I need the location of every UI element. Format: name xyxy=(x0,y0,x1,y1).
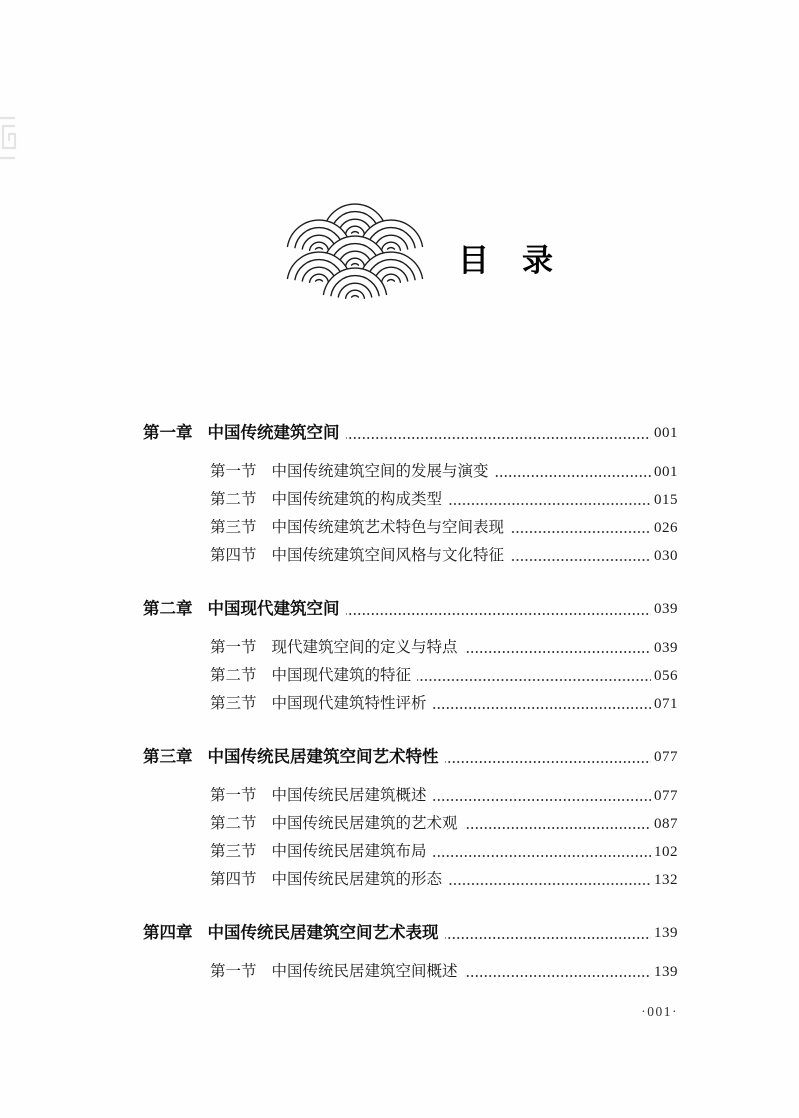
dot-leader xyxy=(448,883,651,885)
chapter-page-number: 077 xyxy=(654,749,678,765)
section-page-number: 039 xyxy=(654,640,678,656)
chapter-label: 第二章 xyxy=(143,600,193,618)
chapter-title: 中国传统建筑空间 xyxy=(207,424,340,442)
section-title: 中国传统建筑空间的发展与演变 xyxy=(271,463,489,480)
dot-leader xyxy=(433,799,651,801)
dot-leader xyxy=(448,503,651,505)
greek-key-fret-icon xyxy=(0,112,20,164)
toc-section-row xyxy=(143,463,678,481)
seigaiha-cloud-icon xyxy=(280,196,430,318)
toc-chapter-row xyxy=(143,599,678,619)
section-page-number: 026 xyxy=(654,520,678,536)
toc xyxy=(143,423,678,981)
chapter-page-number: 001 xyxy=(654,425,678,441)
section-page-number: 132 xyxy=(654,872,678,888)
section-label: 第二节 xyxy=(210,491,257,508)
dot-leader xyxy=(445,761,652,763)
section-title: 中国现代建筑特性评析 xyxy=(271,695,427,712)
section-label: 第一节 xyxy=(210,787,257,804)
dot-leader xyxy=(464,651,651,653)
chapter-title: 中国现代建筑空间 xyxy=(207,600,340,618)
toc-section-row xyxy=(143,491,678,509)
section-label: 第一节 xyxy=(210,639,257,656)
chapter-page-number: 139 xyxy=(654,925,678,941)
chapter-title: 中国传统民居建筑空间艺术特性 xyxy=(207,748,439,766)
section-page-number: 071 xyxy=(654,696,678,712)
section-label: 第三节 xyxy=(210,695,257,712)
section-title: 中国传统建筑艺术特色与空间表现 xyxy=(271,519,505,536)
section-title: 中国传统民居建筑概述 xyxy=(271,787,427,804)
dot-leader xyxy=(433,855,651,857)
toc-section-row xyxy=(143,639,678,657)
dot-leader xyxy=(464,827,651,829)
dot-leader xyxy=(445,937,652,939)
section-page-number: 087 xyxy=(654,816,678,832)
section-title: 中国传统建筑空间风格与文化特征 xyxy=(271,547,505,564)
section-label: 第三节 xyxy=(210,519,257,536)
section-title: 中国传统建筑的构成类型 xyxy=(271,491,443,508)
toc-section-row xyxy=(143,667,678,685)
dot-leader xyxy=(346,437,652,439)
section-title: 中国传统民居建筑的形态 xyxy=(271,871,443,888)
toc-section-row xyxy=(143,547,678,565)
chapter-label: 第四章 xyxy=(143,924,193,942)
toc-section-row xyxy=(143,843,678,861)
section-page-number: 139 xyxy=(654,964,678,980)
section-label: 第四节 xyxy=(210,871,257,888)
section-title: 中国传统民居建筑空间概述 xyxy=(271,963,458,980)
section-label: 第一节 xyxy=(210,963,257,980)
dot-leader xyxy=(346,613,652,615)
section-page-number: 102 xyxy=(654,844,678,860)
toc-chapter-row xyxy=(143,747,678,767)
page-title: 目 录 xyxy=(458,242,554,278)
toc-chapter-row xyxy=(143,423,678,443)
section-title: 中国现代建筑的特征 xyxy=(271,667,412,684)
section-page-number: 030 xyxy=(654,548,678,564)
dot-leader xyxy=(417,679,651,681)
folio-page-number: ·001· xyxy=(641,1004,678,1019)
section-page-number: 001 xyxy=(654,464,678,480)
chapter-page-number: 039 xyxy=(654,601,678,617)
section-label: 第四节 xyxy=(210,547,257,564)
toc-section-row xyxy=(143,519,678,537)
dot-leader xyxy=(433,707,651,709)
section-page-number: 015 xyxy=(654,492,678,508)
toc-header xyxy=(280,196,554,318)
dot-leader xyxy=(510,531,651,533)
toc-chapter-row xyxy=(143,923,678,943)
toc-section-row xyxy=(143,787,678,805)
section-label: 第一节 xyxy=(210,463,257,480)
toc-section-row xyxy=(143,815,678,833)
chapter-title: 中国传统民居建筑空间艺术表现 xyxy=(207,924,439,942)
toc-section-row xyxy=(143,871,678,889)
dot-leader xyxy=(510,559,651,561)
section-label: 第二节 xyxy=(210,667,257,684)
section-label: 第二节 xyxy=(210,815,257,832)
section-page-number: 056 xyxy=(654,668,678,684)
section-title: 中国传统民居建筑布局 xyxy=(271,843,427,860)
chapter-label: 第三章 xyxy=(143,748,193,766)
section-title: 中国传统民居建筑的艺术观 xyxy=(271,815,458,832)
toc-section-row xyxy=(143,695,678,713)
dot-leader xyxy=(464,975,651,977)
dot-leader xyxy=(495,475,651,477)
section-title: 现代建筑空间的定义与特点 xyxy=(271,639,458,656)
section-page-number: 077 xyxy=(654,788,678,804)
section-label: 第三节 xyxy=(210,843,257,860)
toc-section-row xyxy=(143,963,678,981)
chapter-label: 第一章 xyxy=(143,424,193,442)
